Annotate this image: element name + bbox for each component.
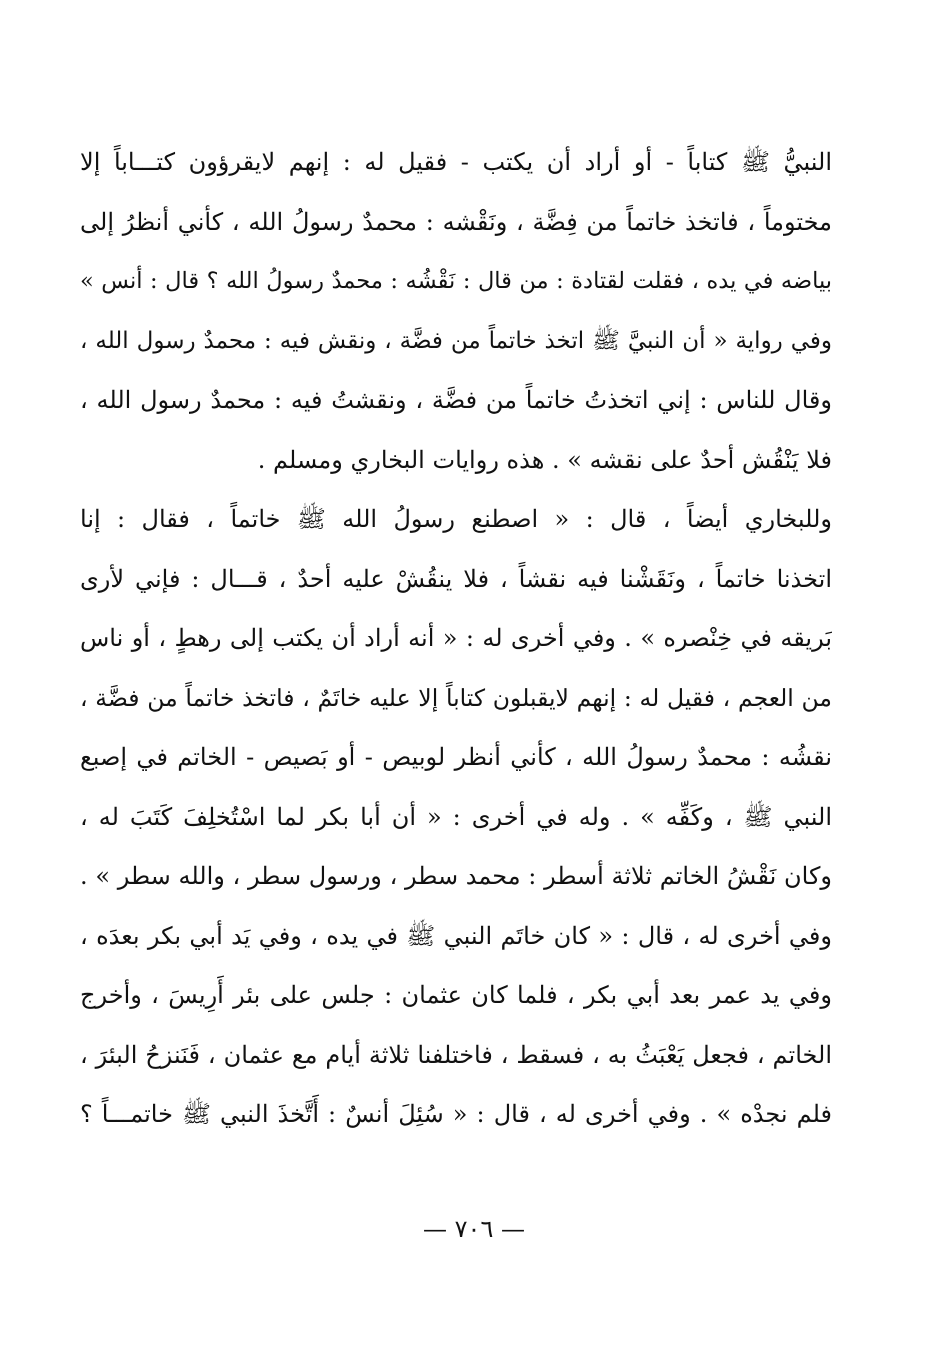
text-line: الخاتم ، فجعل يَعْبَثُ به ، فسقط ، فاختلفنا ثلاثة أيام مع عثمان ، فَنَنزحُ البئرَ ، xyxy=(80,1040,832,1069)
text-line: النبي ﷺ ، وكَفِّه » . وله في أخرى : « أن أبا بكر لما اسْتُخلِفَ كَتَبَ له ، xyxy=(80,802,832,831)
text-line: بياضه في يده ، فقلت لقتادة : من قال : نَقْشُه : محمدٌ رسولُ الله ؟ قال : أنس » xyxy=(80,268,832,294)
text-line: نقشُه : محمدٌ رسولُ الله ، كأني أنظر لوبيص - أو بَصيص - الخاتم في إصبع xyxy=(80,743,832,771)
text-line: وكان نَقْشُ الخاتم ثلاثة أسطر : محمد سطر ، ورسول سطر ، والله سطر » . xyxy=(80,862,832,890)
body-text xyxy=(80,133,832,1145)
page-number: — ٧٠٦ — xyxy=(423,1215,525,1243)
text-line: فلم نجدْه » . وفي أخرى له ، قال : « سُئِلَ أنسٌ : أَتَّخذَ النبي ﷺ خاتمـــاً ؟ xyxy=(80,1100,832,1128)
text-line: مختوماً ، فاتخذ خاتماً من فِضَّة ، ونَقْشه : محمدٌ رسولُ الله ، كأني أنظرُ إلى xyxy=(80,207,832,236)
text-line: فلا يَنْقُش أحدٌ على نقشه » . هذه روايات البخاري ومسلم . xyxy=(257,445,832,474)
text-line: بَريقه في خِنْصره » . وفي أخرى له : « أنه أراد أن يكتب إلى رهطٍ ، أو ناس xyxy=(80,624,832,652)
text-line: وقال للناس : إني اتخذتُ خاتماً من فضَّة ، ونقشتُ فيه : محمدٌ رسول الله ، xyxy=(80,386,832,414)
text-line: وفي يد عمر بعد أبي بكر ، فلما كان عثمان : جلس على بئر أَرِيسَ ، وأخرج xyxy=(80,981,832,1009)
text-line: وفي أخرى له ، قال : « كان خاتَم النبي ﷺ في يده ، وفي يَد أبي بكر بعدَه ، xyxy=(80,921,832,950)
text-line: اتخذنا خاتماً ، ونَقَشْنا فيه نقشاً ، فلا ينقُشْ عليه أحدٌ ، قـــال : فإني لأرى xyxy=(80,564,832,593)
text-line: وفي رواية « أن النبيَّ ﷺ اتخذ خاتماً من فضَّة ، ونقش فيه : محمدٌ رسول الله ، xyxy=(80,327,832,354)
text-line: النبيُّ ﷺ كتاباً - أو أراد أن يكتب - فقيل له : إنهم لايقرؤون كتـــاباً إلا xyxy=(80,148,832,176)
text-line: وللبخاري أيضاً ، قال : « اصطنع رسولُ الله ﷺ خاتماً ، فقال : إنا xyxy=(80,505,832,533)
text-line: من العجم ، فقيل له : إنهم لايقبلون كتاباً إلا عليه خاتَمٌ ، فاتخذ خاتماً من فضَّة ، xyxy=(80,683,832,712)
